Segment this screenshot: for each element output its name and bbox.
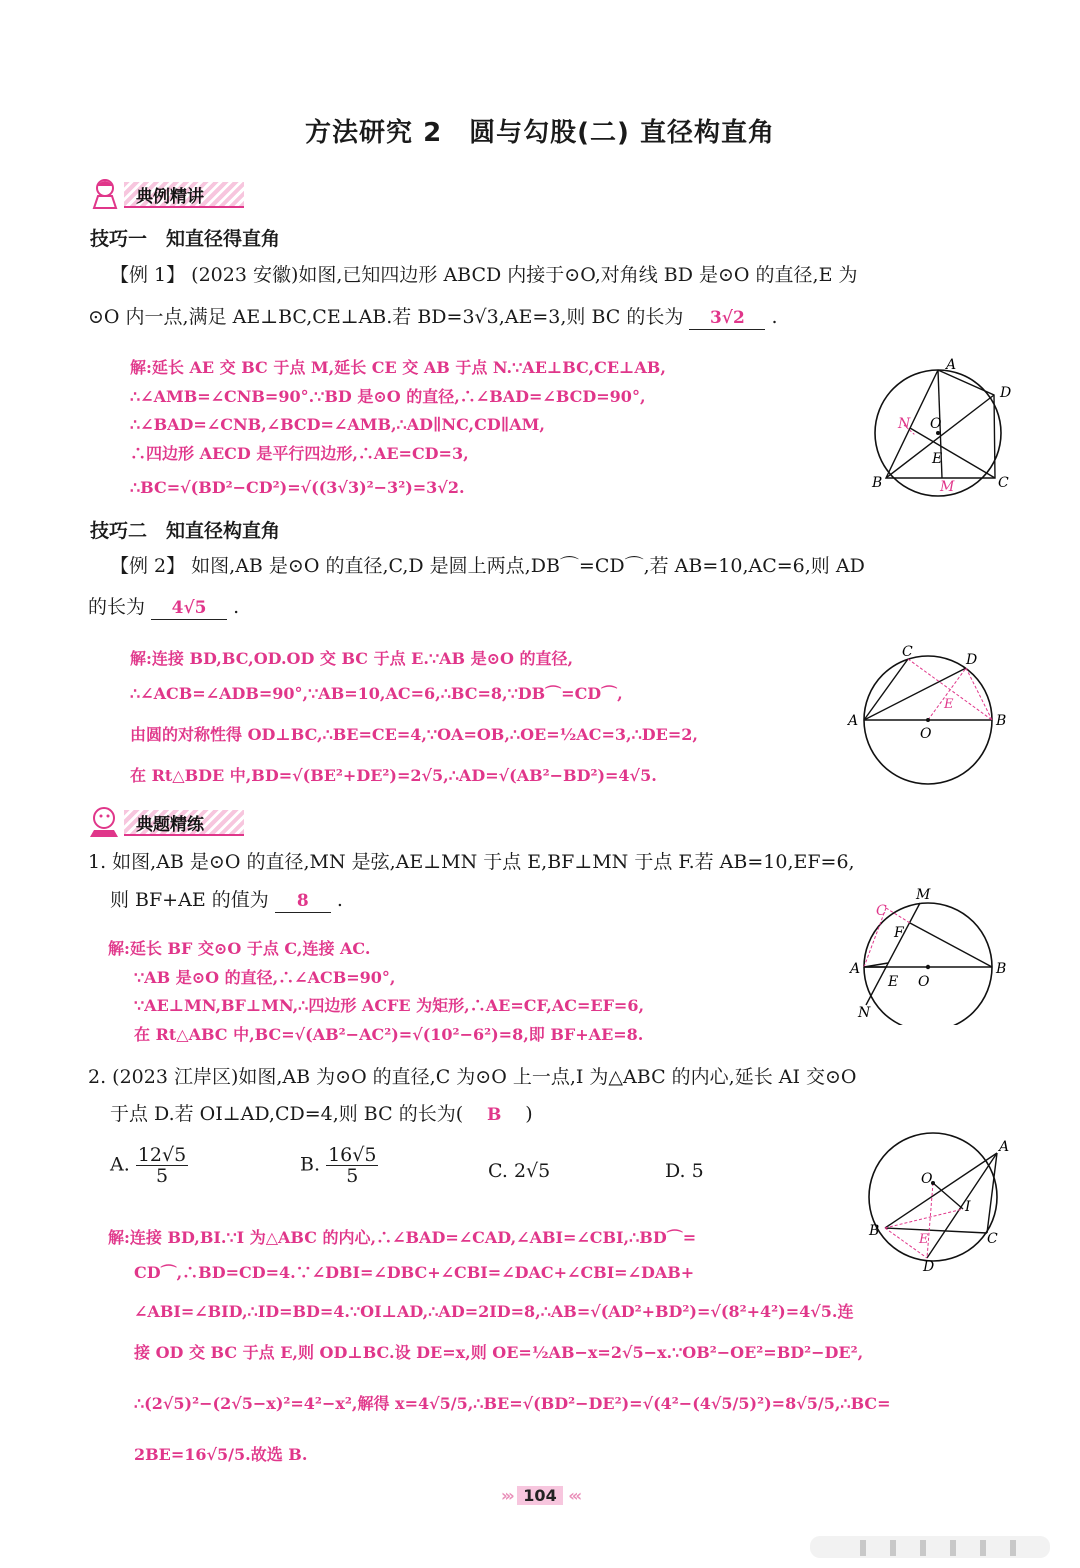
- solution-line: ∵AE⊥MN,BF⊥MN,∴四边形 ACFE 为矩形,∴AE=CF,AC=EF=6,: [134, 996, 645, 1015]
- example-1-line-2: [88, 297, 988, 337]
- section-banner-examples: [88, 176, 248, 210]
- example-2-solution: [130, 641, 850, 793]
- skill-heading-2: 技巧二 知直径构直角: [90, 520, 281, 542]
- solution-line: 解:延长 AE 交 BC 于点 M,延长 CE 交 AB 于点 N.∵AE⊥BC,CE⊥AB,: [130, 358, 666, 377]
- solution-line: 解:连接 BD,BC,OD.OD 交 BC 于点 E.∵AB 是⊙O 的直径,: [130, 649, 574, 668]
- fig-label: C: [987, 1231, 998, 1247]
- denominator: 5: [155, 1165, 169, 1187]
- fig-label: F: [894, 925, 904, 941]
- option-letter: C.: [488, 1160, 508, 1182]
- solution-line: ∴∠BAD=∠CNB,∠BCD=∠AMB,∴AD∥NC,CD∥AM,: [130, 415, 545, 434]
- problem-2-line-1: 2. (2023 江岸区)如图,AB 为⊙O 的直径,C 为⊙O 上一点,I 为△ABC 的内心,延长 AI 交⊙O: [88, 1066, 857, 1088]
- solution-line: ∴四边形 AECD 是平行四边形,∴AE=CD=3,: [130, 443, 469, 463]
- fig-label: O: [920, 726, 932, 742]
- option-letter: B.: [300, 1153, 321, 1176]
- scan-edge-artifact: [800, 1532, 1060, 1562]
- example-1-line-2-text: ⊙O 内一点,满足 AE⊥BC,CE⊥AB.若 BD=3√3,AE=3,则 BC 的长为: [88, 306, 684, 328]
- solution-line: ∴∠ACB=∠ADB=90°,∵AB=10,AC=6,∴BC=8,∵DB⌒=CD⌒,: [130, 684, 623, 703]
- solution-line: 接 OD 交 BC 于点 E,则 OD⊥BC.设 DE=x,则 OE=½AB−x=2√5−x.∵OB²−OE²=BD²−DE²,: [134, 1343, 864, 1362]
- numerator: 12√5: [137, 1144, 187, 1166]
- option-value: 2√5: [513, 1160, 551, 1182]
- problem-1-line-2-text: 则 BF+AE 的值为: [110, 889, 269, 911]
- fig-label: D: [923, 1259, 935, 1275]
- fig-label: M: [940, 479, 955, 495]
- page-number-value: 104: [517, 1486, 562, 1505]
- option-d: [665, 1160, 704, 1182]
- fig-label: E: [888, 974, 899, 990]
- denominator: 5: [346, 1165, 359, 1187]
- fig-label: A: [999, 1139, 1010, 1155]
- fig-label: A: [850, 961, 861, 977]
- problem-1-line-2: [110, 880, 810, 920]
- problem-2-line-2-end: ): [525, 1103, 533, 1125]
- solution-line: CD⌒,∴BD=CD=4.∵∠DBI=∠DBC+∠CBI=∠DAC+∠CBI=∠DAB+: [134, 1263, 695, 1282]
- fig-label: C: [902, 644, 913, 660]
- numerator: 16√5: [328, 1144, 377, 1166]
- option-letter: A.: [110, 1153, 130, 1176]
- fig-label: M: [916, 887, 931, 903]
- fig-label: A: [946, 357, 957, 373]
- banner-label: 典例精讲: [136, 187, 204, 207]
- option-letter: D.: [665, 1160, 686, 1182]
- fig-label: O: [918, 974, 930, 990]
- fig-label: B: [872, 475, 883, 491]
- problem-2-line-2: [110, 1094, 810, 1135]
- girl-mascot-icon: [88, 176, 124, 210]
- page-number: [480, 1486, 600, 1505]
- problem-1-line-1: 1. 如图,AB 是⊙O 的直径,MN 是弦,AE⊥MN 于点 E,BF⊥MN 于点 F.若 AB=10,EF=6,: [88, 851, 855, 873]
- example-2-answer: 4√5: [151, 597, 227, 620]
- fig-label: E: [919, 1232, 929, 1247]
- solution-line: 在 Rt△BDE 中,BD=√(BE²+DE²)=2√5,∴AD=√(AB²−BD²)=4√5.: [130, 766, 657, 785]
- fig-label: O: [921, 1171, 933, 1187]
- mascot-icon: [88, 804, 124, 838]
- solution-line: 解:连接 BD,BI.∵I 为△ABC 的内心,∴∠BAD=∠CAD,∠ABI=∠CBI,∴BD⌒=: [108, 1228, 697, 1247]
- problem-2-line-2-text: 于点 D.若 OI⊥AD,CD=4,则 BC 的长为(: [110, 1103, 464, 1125]
- option-c: [488, 1160, 550, 1182]
- fig-label: A: [848, 713, 859, 729]
- fig-label: N: [858, 1005, 871, 1021]
- section-banner-practice: [88, 804, 248, 838]
- example-2-line-1: 【例 2】 如图,AB 是⊙O 的直径,C,D 是圆上两点,DB⌒=CD⌒,若 AB=10,AC=6,则 AD: [110, 555, 865, 577]
- fig-label: B: [996, 713, 1007, 729]
- option-b: [300, 1145, 378, 1186]
- problem-2-solution: [108, 1220, 1008, 1472]
- page-title: 方法研究 2 圆与勾股(二) 直径构直角: [305, 118, 775, 148]
- chevron-right-decoration-icon: ›››: [500, 1486, 512, 1505]
- problem-1-solution: [108, 935, 808, 1049]
- fig-label: B: [869, 1223, 880, 1239]
- example-1-line-1: 【例 1】 (2023 安徽)如图,已知四边形 ABCD 内接于⊙O,对角线 BD 是⊙O 的直径,E 为: [110, 264, 858, 286]
- example-2-line-2: [88, 587, 988, 627]
- fig-label: C: [876, 903, 887, 919]
- figure-problem-1: [840, 885, 1020, 1025]
- option-fraction: [326, 1145, 378, 1186]
- option-value: 5: [691, 1160, 704, 1182]
- solution-line: ∴(2√5)²−(2√5−x)²=4²−x²,解得 x=4√5/5,∴BE=√(BD²−DE²)=√(4²−(4√5/5)²)=8√5/5,∴BC=: [134, 1394, 891, 1413]
- example-2-line-2-end: .: [233, 596, 240, 618]
- solution-line: ∵AB 是⊙O 的直径,∴∠ACB=90°,: [134, 967, 396, 987]
- option-fraction: [136, 1145, 188, 1186]
- fig-label: B: [996, 961, 1007, 977]
- problem-1-line-2-end: .: [336, 889, 343, 911]
- banner-label: 典题精练: [136, 815, 204, 835]
- figure-example-1: [860, 355, 1020, 505]
- solution-line: 由圆的对称性得 OD⊥BC,∴BE=CE=4,∵OA=OB,∴OE=½AC=3,∴DE=2,: [130, 725, 698, 744]
- fig-label: E: [944, 697, 954, 712]
- figure-example-2: [840, 640, 1020, 790]
- fig-label: D: [966, 652, 978, 668]
- example-1-answer: 3√2: [689, 307, 765, 330]
- fig-label: N: [898, 416, 911, 432]
- skill-heading-1: 技巧一 知直径得直角: [90, 228, 281, 250]
- solution-line: 解:延长 BF 交⊙O 于点 C,连接 AC.: [108, 939, 371, 958]
- example-1-line-2-end: .: [771, 306, 778, 328]
- problem-2-answer: B: [486, 1105, 502, 1125]
- solution-line: ∴BC=√(BD²−CD²)=√((3√3)²−3²)=3√2.: [130, 478, 465, 497]
- chevron-left-decoration-icon: ‹‹‹: [568, 1486, 580, 1505]
- fig-label: O: [930, 416, 942, 432]
- fig-label: E: [932, 451, 943, 467]
- option-a: [110, 1145, 188, 1186]
- solution-line: ∠ABI=∠BID,∴ID=BD=4.∵OI⊥AD,∴AD=2ID=8,∴AB=√(AD²+BD²)=√(8²+4²)=4√5.连: [134, 1302, 854, 1321]
- fig-label: C: [998, 475, 1009, 491]
- solution-line: ∴∠AMB=∠CNB=90°.∵BD 是⊙O 的直径,∴∠BAD=∠BCD=90°,: [130, 386, 646, 406]
- example-2-line-2-text: 的长为: [88, 596, 146, 618]
- problem-1-answer: 8: [275, 890, 331, 913]
- solution-line: 在 Rt△ABC 中,BC=√(AB²−AC²)=√(10²−6²)=8,即 BF+AE=8.: [134, 1024, 644, 1044]
- solution-line: 2BE=16√5/5.故选 B.: [134, 1445, 308, 1464]
- example-1-solution: [130, 354, 860, 503]
- fig-label: D: [1000, 385, 1012, 401]
- fig-label: I: [965, 1199, 971, 1215]
